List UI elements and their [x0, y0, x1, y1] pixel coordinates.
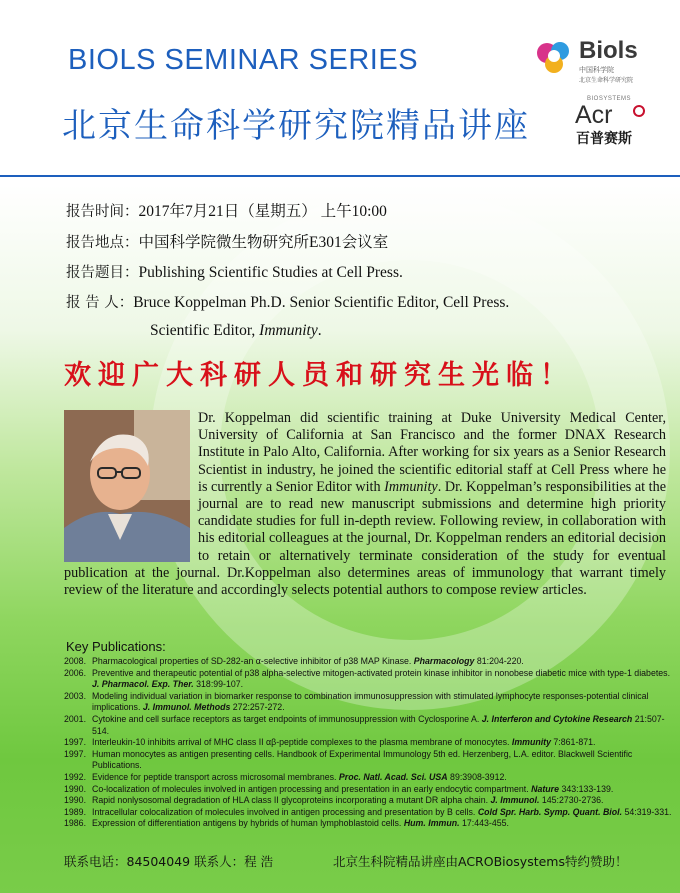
publication-citation: 7:861-871. [550, 737, 596, 748]
welcome-banner: 欢迎广大科研人员和研究生光临！ [64, 360, 574, 391]
publication-journal: Hum. Immun. [403, 818, 460, 829]
publication-year: 2006. [64, 667, 87, 678]
bio-text-1: Dr. Koppelman did scientific training at Duke University Medical Center, University of California at San Francisco and the former DNAX Research Institute in Palo Alto, California. After working for six years as a Senior Research Scientist in industry, he joined the scientific editorial staff at Cell Press where he is currently a Senior Editor with [198, 410, 666, 495]
publication-item [64, 807, 676, 819]
publication-text: Human monocytes as antigen presenting cells. Handbook of Experimental Immunology 5th ed. Herzenberg, L.A. editor. Blackwell Scientific Publications. [92, 748, 633, 771]
biols-logo-subtitle-2: 北京生命科学研究院 [579, 77, 634, 84]
footer-sponsor: 北京生科院精品讲座由ACROBiosystems特约赞助！ [333, 854, 628, 869]
acro-logo-o-icon [633, 105, 645, 117]
publication-item [64, 784, 676, 796]
publication-text: Evidence for peptide transport across microsomal membranes. [92, 771, 339, 782]
bio-journal: Immunity [384, 478, 438, 495]
info-place [66, 230, 388, 252]
publication-item [64, 737, 676, 749]
publication-year: 2008. [64, 656, 87, 666]
speaker-photo [64, 410, 190, 562]
info-speaker-line2 [150, 322, 322, 340]
biols-logo-mark-icon [533, 37, 575, 79]
publication-text: Pharmacological properties of SD-282-an α-selective inhibitor of p38 MAP Kinase. [92, 656, 414, 666]
publication-item [64, 772, 676, 784]
publication-item [64, 795, 676, 807]
publication-citation: 145:2730-2736. [539, 795, 604, 806]
publication-year: 1990. [64, 795, 87, 806]
biols-logo-text: Biols [579, 37, 638, 64]
publications-list [64, 656, 676, 830]
publication-item [64, 668, 676, 691]
publications-title: Key Publications: [66, 639, 166, 654]
publication-item [64, 691, 676, 714]
publication-text: Preventive and therapeutic potential of p38 alpha-selective mitogen-activated protein kinase inhibitor in nonobese diabetic mice with type-1 diabetes. [92, 667, 671, 678]
publication-item [64, 749, 676, 772]
publication-citation: 21:507-514. [92, 713, 665, 736]
publication-text: Cytokine and cell surface receptors as target endpoints of immunosuppression with Cyclosporine A. [92, 713, 482, 724]
publication-citation: 318:99-107. [193, 679, 244, 690]
info-time-value: 2017年7月21日（星期五） 上午10:00 [138, 203, 387, 220]
publication-citation: 272:257-272. [230, 702, 285, 713]
publication-year: 1990. [64, 783, 87, 794]
acro-logo [575, 96, 665, 146]
publication-citation: 343:133-139. [559, 783, 614, 794]
publication-year: 1997. [64, 748, 87, 759]
acro-logo-tagline: BIOSYSTEMS [587, 96, 632, 102]
publication-journal: J. Interferon and Cytokine Research [481, 713, 633, 724]
info-speaker-journal: Immunity [259, 322, 318, 339]
header-divider [0, 175, 680, 177]
footer-contact: 联系电话：84504049 联系人：程 浩 [64, 854, 274, 869]
publication-citation: 81:204-220. [474, 656, 524, 666]
publication-year: 2003. [64, 690, 87, 701]
info-speaker-line2-suffix: . [317, 322, 322, 339]
info-topic [66, 261, 403, 282]
bio-text-2: . Dr. Koppelman’s responsibilities at the journal are to read new manuscript submissions and determine high priority candidate studies for full in-depth review. Following review, in collaboration with his editorial colleagues at the journal, Dr. Koppelman renders an editorial decision to retain or alternatively terminate consideration of the study for eventual publication at the journal. Dr.Koppelman also determines areas of immunology that warrant timely review of the literature and accordingly selects potential authors to compose review articles. [64, 478, 666, 599]
biols-logo [533, 35, 663, 85]
info-speaker-label: 报 告 人： [66, 295, 134, 311]
publication-journal: Immunity [511, 737, 551, 748]
publication-journal: J. Immunol. [490, 795, 540, 806]
publication-journal: Proc. Natl. Acad. Sci. USA [338, 771, 448, 782]
publication-year: 1992. [64, 771, 87, 782]
publication-citation: 17:443-455. [459, 818, 509, 829]
publication-journal: Nature [531, 783, 559, 794]
publication-text: Intracellular colocalization of molecules involved in antigen processing and presentation by B cells. [92, 806, 478, 817]
publication-text: Expression of differentiation antigens by hybrids of human lymphoblastoid cells. [92, 818, 404, 829]
biols-logo-subtitle: 中国科学院 [579, 66, 614, 74]
publication-year: 1986. [64, 818, 87, 829]
publication-journal: J. Immunol. Methods [142, 702, 231, 713]
publication-item [64, 656, 676, 668]
info-speaker [66, 291, 509, 312]
speaker-portrait-icon [64, 410, 190, 562]
info-time [66, 199, 387, 221]
publication-citation: 54:319-331. [622, 806, 672, 817]
title-chinese: 北京生命科学研究院精品讲座 [62, 106, 530, 146]
info-topic-value: Publishing Scientific Studies at Cell Press. [138, 264, 403, 281]
acro-logo-text: Acr [575, 101, 613, 129]
info-place-label: 报告地点： [66, 235, 139, 251]
publication-journal: J. Pharmacol. Exp. Ther. [92, 679, 194, 690]
info-topic-label: 报告题目： [66, 265, 139, 281]
publication-text: Interleukin-10 inhibits arrival of MHC class II αβ-peptide complexes to the plasma membrane of monocytes. [92, 737, 512, 748]
info-time-label: 报告时间： [66, 204, 139, 220]
publication-text: Modeling individual variation in biomarker response to combination immunosuppression with stimulated lymphocyte responses-potential clinical implications. [92, 690, 649, 713]
info-speaker-value: Bruce Koppelman Ph.D. Senior Scientific Editor, Cell Press. [133, 294, 510, 311]
publication-item [64, 818, 676, 830]
info-speaker-line2-prefix: Scientific Editor, [150, 322, 260, 339]
acro-logo-chinese: 百普赛斯 [576, 131, 632, 147]
publication-item [64, 714, 676, 737]
publication-journal: Pharmacology [413, 656, 475, 666]
publication-citation: 89:3908-3912. [447, 771, 507, 782]
publication-year: 2001. [64, 713, 87, 724]
publication-year: 1989. [64, 806, 87, 817]
title-english: BIOLS SEMINAR SERIES [68, 44, 419, 76]
publication-text: Rapid nonlysosomal degradation of HLA class II glycoproteins incorporating a mutant DR alpha chain. [92, 795, 491, 806]
publication-text: Co-localization of molecules involved in antigen processing and presentation in an early endocytic compartment. [92, 783, 532, 794]
info-place-value: 中国科学院微生物研究所E301会议室 [138, 234, 389, 251]
publication-journal: Cold Spr. Harb. Symp. Quant. Biol. [477, 806, 623, 817]
publication-year: 1997. [64, 737, 87, 748]
